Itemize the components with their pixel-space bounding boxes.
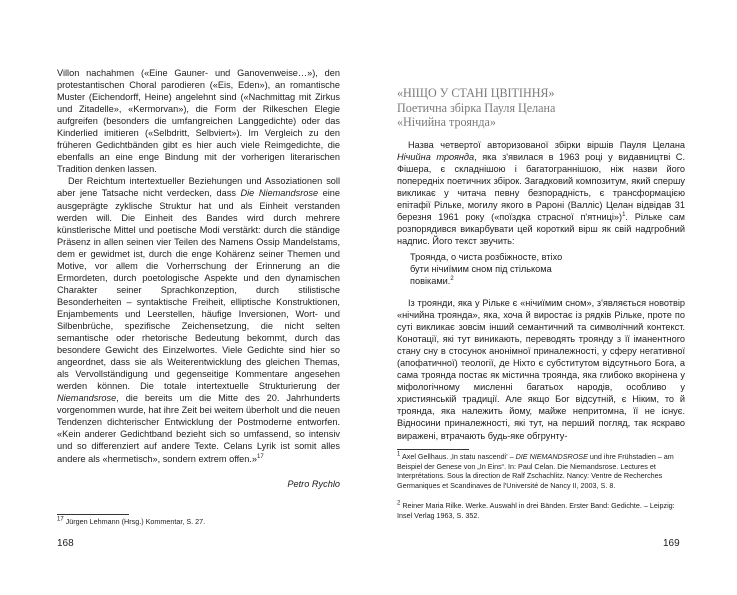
right-p1-book-title: Нічийна троянда bbox=[397, 152, 475, 163]
left-footnote-text: Jürgen Lehmann (Hrsg.) Kommentar, S. 27. bbox=[63, 517, 206, 526]
right-p1-text-a: Назва четвертої авторизованої збірки віршів Пауля Целана bbox=[408, 140, 685, 150]
chapter-heading bbox=[397, 86, 692, 130]
left-p2-book-title: Die Niemandsrose bbox=[240, 188, 319, 199]
right-footnote-2-number: 2 bbox=[397, 500, 401, 507]
rilke-epitaph-poem bbox=[410, 251, 670, 287]
right-footnote-1-text-a: Axel Gellhaus. ‚In statu nascendi' – bbox=[400, 452, 516, 461]
left-p2-text-c: , die bereits um die Mitte des 20. Jahrhunderts vorgenommen wurde, hat ihre Zeit bei weitem überholt und die neuen Tendenzen dichterischer Entwicklung der Postmoderne entworfen. «Kein anderer Gedichtband bezieht sich so umfassend, so intensiv und so differenziert auf andere Texte. Celans Lyrik ist somit alles andere als «hermetisch», sondern extrem offen.» bbox=[57, 393, 340, 464]
chapter-heading-line-3: «Нічийна троянда» bbox=[397, 115, 496, 130]
left-page-number: 168 bbox=[57, 538, 74, 549]
right-footnote-2 bbox=[397, 501, 685, 520]
poem-line-1: Троянда, о чиста розбіжносте, втіхо bbox=[410, 252, 563, 262]
right-footnote-1-text-b: und ihre Frühstadien – am Beispiel der Genese von „In Eins“. In: Paul Celan. Die Niemandsrose. Lectures et Interprétations. Sous la direction de Ralf Zschachlitz. Nancy: Ventre de Recherches Germaniques et Scandinaves de l'Université de Nancy II, 2003, S. 8. bbox=[397, 452, 674, 490]
right-footnote-1 bbox=[397, 452, 685, 490]
chapter-heading-line-1: «НІЩО У СТАНІ ЦВІТІННЯ» bbox=[397, 86, 555, 100]
right-footnote-rule bbox=[397, 449, 469, 450]
left-p2-footnote-ref: 17 bbox=[257, 453, 264, 460]
left-paragraph-2 bbox=[57, 175, 340, 464]
right-page-number: 169 bbox=[663, 538, 680, 549]
right-footnote-1-title: DIE NIEMANDSROSE bbox=[515, 452, 588, 461]
right-p1-footnote-ref: 1 bbox=[622, 212, 626, 219]
left-p2-text-b: eine ausgeprägte zyklische Struktur hat und als Einheit verstanden werden will. Die Einheit des Bandes wird durch mehrere künstlerische Mittel und poetische Modi verstärkt: durch die ständige Präsenz in allen seinen vier Teilen des Namens Ossip Mandelstams, dem er gewidmet ist, durch die enge Kohärenz seiner Themen und Motive, vor allem die Vorherrschung der Erinnerung an die Ermordeten, durch poetologische Aspekte und den dynamischen Charakter seiner Sprachkonzeption, durch stilistische Besonderheiten – syntaktische Freiheit, elliptische Konstruktionen, Enjambements und Leerstellen, häufige Inversionen, Wort- und Silbenbrüche, spezifische Zeichensetzung, die nicht selten semantische oder rhetorische Bedeutung bekommt, durch das besondere Gewicht des Einzelwortes. Viele Gedichte sind hier so angeordnet, dass sie als Weiterentwicklung des gleichen Themas, als Vervollständigung und gegenseitige Kommentare angesehen werden können. Die totale intertextuelle Strukturierung der bbox=[57, 188, 341, 392]
left-footnote bbox=[57, 517, 340, 527]
left-p2-book-title-2: Niemandsrose bbox=[57, 393, 117, 404]
right-paragraph-2: Із троянди, яка у Рільке є «нічиїмим сном», з'являється новотвір «нічийна троянда», яка, хоча й виростає із рядків Рільке, проте по суті викликає зовсім інший семантичний та символічний контекст. Конотації, які тут виникають, переводять троянду з її іманентного стану сну в стосунок анонімної приналежності, у сферу негативної (апофатичної) теології, де Ніхто є субститутом відсутнього Бога, а сама троянда постає як містична троянда, яка глибоко вкорінена у міфологічному мисленні багатьох народів, особливо у християнській традиції. Але якщо Бог відсутній, є Ніким, то й троянда, яка належить йому, майже непритомна, її не існує. Відносини приналежності, які тут, на перший погляд, так яскраво виражені, втрачають будь-яке обгрунту- bbox=[397, 298, 685, 441]
poem-line-3 bbox=[410, 275, 670, 287]
right-p1-text-c: . Рільке сам розпорядився викарбувати цей короткий вірш як свій надгробний надпис. Його текст звучить: bbox=[397, 212, 685, 247]
right-paragraph-1 bbox=[397, 139, 685, 247]
left-page bbox=[0, 0, 368, 595]
poem-line-2: бути нічиїмим сном під стількома bbox=[410, 264, 552, 275]
poem-line-3-text: повіками. bbox=[410, 276, 451, 287]
left-paragraph-1: Villon nachahmen («Eine Gauner- und Ganovenweise…»), den protestantischen Choral parodieren («Eis, Eden»), an romantische Muster (Eichendorff, Heine) angelehnt sind («Nachmittag mit Zirkus und Zitadelle», «Kermorvan»), die Form der Rilkeschen Elegie aufgreifen (besonders die umfangreichen Langgedichte) oder das Kinderlied imitieren («Selbdritt, Selbviert»). Im Vergleich zu den früheren Gedichtbänden gibt es hier auch viele Reimgedichte, die ebenfalls an eine enge Bindung mit der vorherigen literarischen Tradition denken lassen. bbox=[57, 68, 340, 175]
right-p1-text-b: , яка з'явилася в 1963 році у видавництві С. Фішера, є складнішою і багатограннішою, ніж назви його попередніх поетичних збірок. Загадковий композитум, який спершу викликає у читача певну безпорадність, є трансформацією епітафії Рільке, могилу якого в Pароні (Валліс) Целан відвідав 31 березня 1961 року («поїздка страсної п'ятниці») bbox=[397, 152, 685, 223]
left-footnote-rule bbox=[57, 514, 129, 515]
left-footnote-number: 17 bbox=[57, 516, 64, 523]
left-body-text bbox=[57, 67, 340, 465]
right-footnote-2-text: Reiner Maria Rilke. Werke. Auswahl in drei Bänden. Erster Band: Gedichte. – Leipzig: Insel Verlag 1963, S. 352. bbox=[397, 501, 675, 520]
author-signature: Petro Rychlo bbox=[287, 479, 340, 489]
chapter-heading-line-2: Поетична збірка Пауля Целана bbox=[397, 100, 556, 115]
right-footnote-1-number: 1 bbox=[397, 451, 401, 458]
poem-footnote-ref: 2 bbox=[450, 276, 454, 283]
left-p2-text-a: Der Reichtum intertextueller Beziehungen und Assoziationen soll aber jene Tatsache nicht verdecken, dass bbox=[57, 176, 340, 199]
